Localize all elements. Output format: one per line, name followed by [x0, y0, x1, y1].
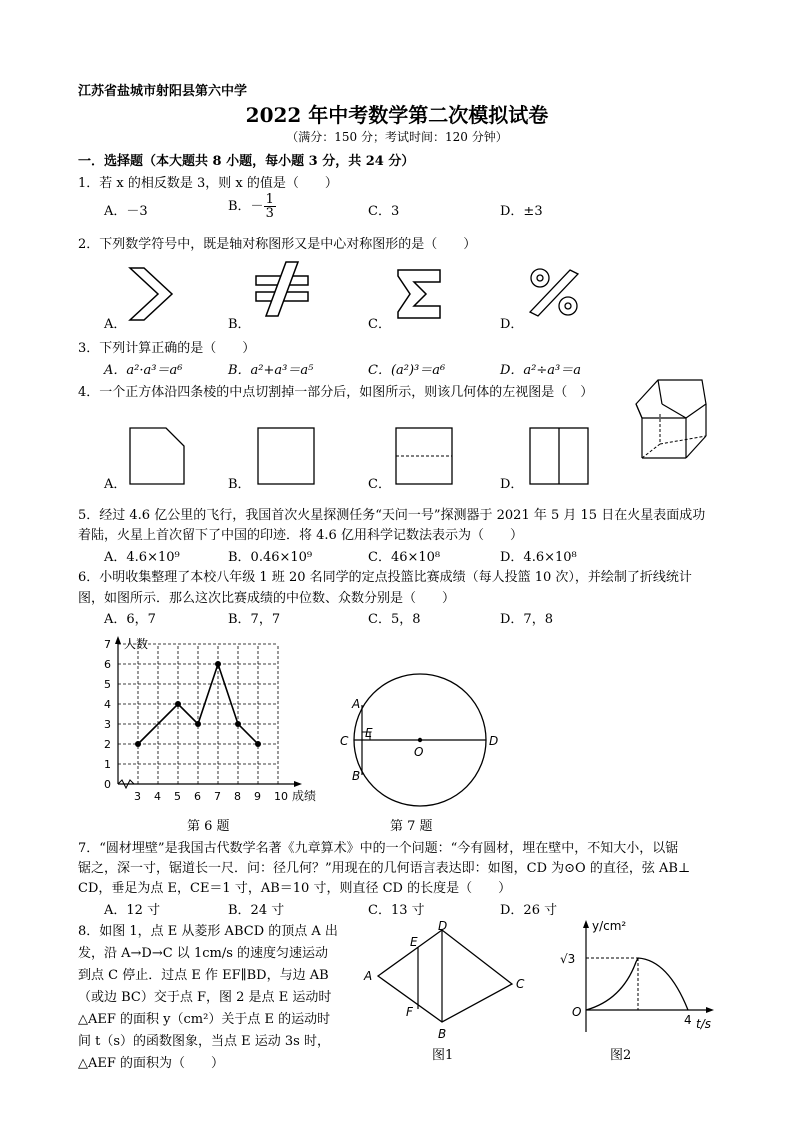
q5-line2: 着陆，火星上首次留下了中国的印迹．将 4.6 亿用科学记数法表示为（ ）	[78, 528, 523, 543]
q8-line-5: △AEF 的面积 y（cm²）关于点 E 的运动时	[78, 1012, 331, 1027]
q6-option-d: D．7，8	[500, 612, 553, 627]
q8-line-1: 8．如图 1，点 E 从菱形 ABCD 的顶点 A 出	[78, 924, 338, 939]
exam-subtitle: （满分：150 分；考试时间：120 分钟）	[286, 130, 508, 144]
q8-label-e: E	[410, 935, 418, 949]
q1-fraction-denominator: 3	[265, 206, 274, 221]
x-tick-label: 6	[194, 790, 201, 803]
q7-option-b: B．24 寸	[228, 903, 285, 918]
q8-graph-ylabel: y/cm²	[592, 919, 627, 933]
q1-option-c: C．3	[368, 204, 400, 219]
y-axis-arrow	[115, 636, 121, 644]
chart-grid	[118, 644, 278, 784]
x-tick-label: 9	[254, 790, 261, 803]
q7-label-a: A	[352, 697, 361, 711]
q7-label-b: B	[352, 769, 361, 783]
q6-line1: 6．小明收集整理了本校八年级 1 班 20 名同学的定点投篮比赛成绩（每人投篮 10 次），并绘制了折线统计	[78, 570, 692, 585]
q6-option-a: A．6，7	[104, 612, 156, 627]
q3-option-b: B．a²+a³＝a⁵	[228, 363, 314, 378]
q7-option-c: C．13 寸	[368, 903, 425, 918]
section-heading: 一．选择题（本大题共 8 小题，每小题 3 分，共 24 分）	[78, 154, 415, 169]
y-tick-label: 2	[104, 738, 111, 751]
q2-option-a: A．	[104, 317, 127, 332]
q7-label-c: C	[340, 734, 349, 748]
q6-option-c: C．5，8	[368, 612, 421, 627]
q1-option-b	[228, 193, 276, 220]
q4-option-c: C．	[368, 477, 391, 492]
q8-line-6: 间 t（s）的函数图象，当点 E 运动 3s 时，	[78, 1034, 330, 1049]
q8-function-graph	[540, 914, 720, 1040]
q2-chevron-symbol	[124, 262, 178, 326]
q2-percent-symbol	[526, 264, 582, 320]
q1-option-a: A．－3	[104, 204, 148, 219]
q2-sigma-symbol	[394, 266, 444, 322]
q7-label-e: E	[365, 726, 373, 740]
q2-not-equal-symbol	[252, 258, 312, 320]
q8-label-c: C	[516, 977, 525, 991]
q8-line-3: 到点 C 停止．过点 E 作 EF∥BD，与边 AB	[78, 968, 329, 983]
x-tick-label: 3	[134, 790, 141, 803]
q4-option-d-figure	[528, 426, 590, 486]
q7-option-d: D．26 寸	[500, 903, 558, 918]
q6-option-b: B．7，7	[228, 612, 281, 627]
y-tick-label: 6	[104, 658, 111, 671]
q2-option-c: C．	[368, 317, 391, 332]
q3-option-a: A．a²·a³＝a⁶	[104, 363, 183, 378]
q8-graph-xlabel: t/s	[696, 1017, 711, 1031]
q8-rhombus-figure	[362, 920, 532, 1044]
chart-data-point	[235, 721, 241, 727]
q5-option-b: B．0.46×10⁹	[228, 550, 313, 565]
q7-line2: 锯之，深一寸，锯道长一尺．问：径几何？”用现在的几何语言表达即：如图，CD 为⊙O 的直径，弦 AB⊥	[78, 861, 691, 876]
q5-option-d: D．4.6×10⁸	[500, 550, 577, 565]
q8-graph-origin: O	[572, 1005, 582, 1019]
q7-label-d: D	[489, 734, 499, 748]
q4-option-c-figure	[394, 426, 454, 486]
q1-stem: 1．若 x 的相反数是 3，则 x 的值是（ ）	[78, 176, 338, 191]
q3-option-c: C．(a²)³＝a⁶	[368, 363, 446, 378]
q8-line-4: （或边 BC）交于点 F，图 2 是点 E 运动时	[78, 990, 332, 1005]
q3-stem: 3．下列计算正确的是（ ）	[78, 341, 256, 356]
chart-data-point	[255, 741, 261, 747]
q4-option-d: D．	[500, 477, 524, 492]
q1-option-d: D．±3	[500, 204, 543, 219]
x-tick-label: 8	[234, 790, 241, 803]
chart-data-point	[195, 721, 201, 727]
q8-label-f: F	[406, 1005, 413, 1019]
q7-caption: 第 7 题	[390, 819, 433, 834]
q1-fraction	[264, 193, 276, 220]
x-tick-label: 4	[154, 790, 161, 803]
x-tick-label: 10	[274, 790, 288, 803]
q3-option-d: D．a²÷a³＝a	[500, 363, 581, 378]
y-tick-label: 4	[104, 698, 111, 711]
q5-option-a: A．4.6×10⁹	[104, 550, 180, 565]
q7-line1: 7．“圆材埋壁”是我国古代数学名著《九章算术》中的一个问题：“今有圆材，埋在壁中，不知大小，以锯	[78, 841, 679, 856]
school-name: 江苏省盐城市射阳县第六中学	[78, 84, 248, 99]
q8-fig1-caption: 图1	[432, 1048, 454, 1063]
q4-option-a: A．	[104, 477, 127, 492]
q6-line2: 图，如图所示．那么这次比赛成绩的中位数、众数分别是（ ）	[78, 591, 456, 606]
y-tick-label: 5	[104, 678, 111, 691]
q8-label-b: B	[438, 1027, 447, 1041]
q7-label-o: O	[414, 745, 424, 759]
q2-option-b: B．	[228, 317, 251, 332]
q8-graph-ytick: √3	[560, 952, 576, 966]
q7-circle-figure	[336, 664, 506, 814]
q2-stem: 2．下列数学符号中，既是轴对称图形又是中心对称图形的是（ ）	[78, 237, 477, 252]
chart-xlabel: 成绩	[292, 789, 317, 803]
q8-graph-xtick: 4	[684, 1013, 692, 1027]
x-axis-arrow	[294, 781, 302, 787]
y-tick-label: 0	[104, 778, 111, 791]
y-tick-label: 7	[104, 638, 111, 651]
q5-line1: 5．经过 4.6 亿公里的飞行，我国首次火星探测任务“天问一号”探测器于 2021 年 5 月 15 日在火星表面成功	[78, 508, 706, 523]
q8-label-a: A	[364, 969, 373, 983]
chart-ylabel: 人数	[124, 637, 149, 651]
x-tick-label: 5	[174, 790, 181, 803]
q8-fig2-caption: 图2	[610, 1048, 632, 1063]
q5-option-c: C．46×10⁸	[368, 550, 441, 565]
q4-stem: 4．一个正方体沿四条棱的中点切割掉一部分后，如图所示，则该几何体的左视图是（ ）	[78, 385, 594, 400]
q4-option-b-figure	[256, 426, 316, 486]
q2-option-d: D．	[500, 317, 524, 332]
chart-data-point	[175, 701, 181, 707]
x-tick-label: 7	[214, 790, 221, 803]
q7-line3: CD，垂足为点 E，CE＝1 寸，AB＝10 寸，则直径 CD 的长度是（ ）	[78, 881, 512, 896]
q1-fraction-numerator: 1	[265, 192, 274, 207]
y-tick-label: 3	[104, 718, 111, 731]
q8-line-7: △AEF 的面积为（ ）	[78, 1056, 225, 1071]
q8-line-2: 发，沿 A→D→C 以 1cm/s 的速度匀速运动	[78, 946, 329, 961]
chart-data-point	[215, 661, 221, 667]
q7-option-a: A．12 寸	[104, 903, 161, 918]
q4-option-a-figure	[128, 426, 188, 486]
q4-cut-cube-figure	[632, 374, 714, 464]
chart-data-point	[135, 741, 141, 747]
q8-label-d: D	[438, 920, 448, 933]
q6-caption: 第 6 题	[187, 819, 230, 834]
q1-option-b-prefix: B．－	[228, 199, 264, 214]
y-tick-label: 1	[104, 758, 111, 771]
q4-option-b: B．	[228, 477, 251, 492]
q6-line-chart	[96, 630, 326, 810]
exam-title: 2022 年中考数学第二次模拟试卷	[245, 103, 549, 127]
